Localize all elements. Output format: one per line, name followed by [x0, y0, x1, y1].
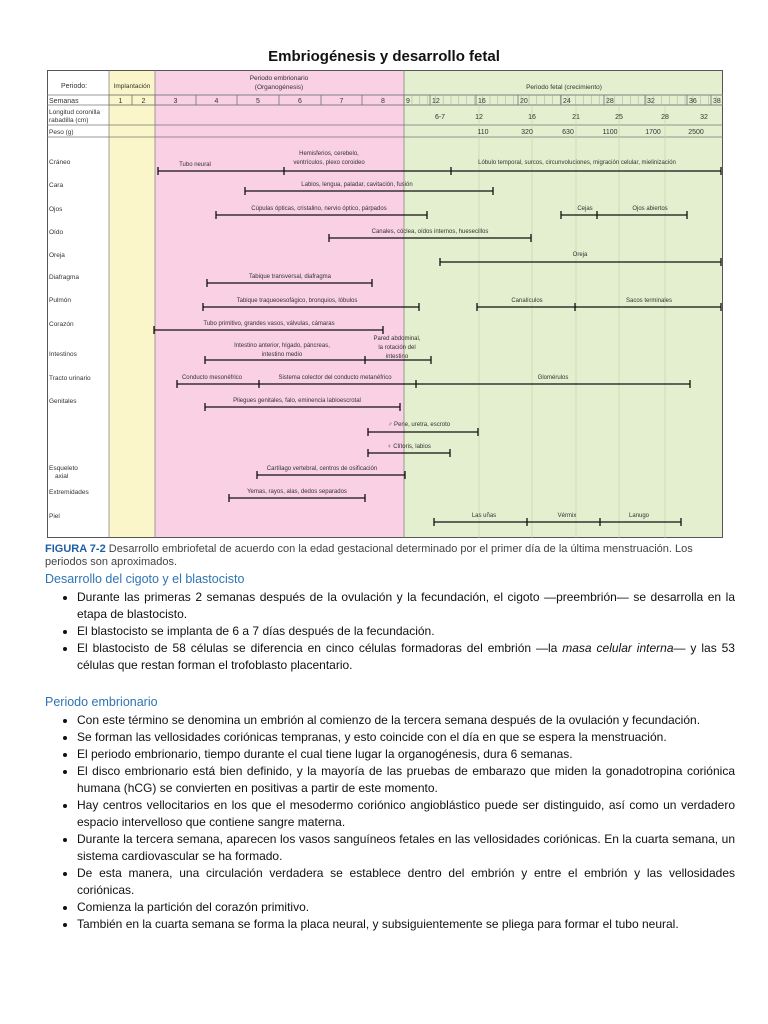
- embryonic-sublabel: (Organogénesis): [254, 84, 304, 91]
- weight-value: 1700: [645, 129, 661, 136]
- bar-text-lobulo-temporal: Lóbulo temporal, surcos, circunvoluciones, migración celular, mielinización: [478, 160, 676, 166]
- bar-text-canales: Canales, cóclea, oídos internos, huesecillos: [371, 229, 489, 235]
- row-label-oreja: Oreja: [49, 252, 65, 259]
- row-label-cara: Cara: [49, 182, 64, 189]
- implantation-label: Implantación: [113, 83, 151, 90]
- list-item: • Comienza la partición del corazón primitivo.: [77, 899, 735, 916]
- row-label-tracto: Tracto urinario: [49, 375, 91, 382]
- weight-value: 1100: [602, 129, 618, 136]
- bar-text-vermix: Vérmix: [557, 513, 577, 519]
- section-cigoto: [45, 572, 735, 674]
- list-item: • Durante la tercera semana, aparecen los vasos sanguíneos fetales en las vellosidades coriónicas. En la cuarta semana, un sistema cardiovascular se ha formado.: [77, 831, 735, 865]
- list-item: • Durante las primeras 2 semanas después de la ovulación y la fecundación, el cigoto —preembrión— se desarrolla en la etapa de blastocisto.: [77, 589, 735, 623]
- length-value: 12: [475, 114, 483, 121]
- row-label-pulmon: Pulmón: [49, 297, 72, 304]
- bar-text-pliegues: Pliegues genitales, falo, eminencia labioescrotal: [233, 398, 361, 404]
- figure-caption: [45, 543, 735, 569]
- section-heading-embrionario: Periodo embrionario: [45, 695, 158, 709]
- length-label: Longitud coronilla: [49, 109, 100, 116]
- row-label-ojos: Ojos: [49, 206, 63, 213]
- bar-text-cejas: Cejas: [577, 206, 593, 212]
- weight-label: Peso (g): [49, 129, 74, 136]
- list-item: • Con este término se denomina un embrión al comienzo de la tercera semana después de la ovulación y fecundación.: [77, 712, 735, 729]
- bar-text-tubo-primitivo: Tubo primitivo, grandes vasos, válvulas, cámaras: [203, 321, 335, 327]
- bar-text-tabique-traqueo: Tabique traqueoesofágico, bronquios, lóbulos: [236, 298, 358, 304]
- row-label-oido: Oído: [49, 229, 64, 236]
- week-label: 32: [647, 98, 655, 105]
- bar-text-canaliculos: Canalículos: [511, 298, 543, 304]
- weight-value: 2500: [688, 129, 704, 136]
- development-chart: [47, 70, 723, 538]
- row-label-craneo: Cráneo: [49, 159, 71, 166]
- list-item: • De esta manera, una circulación verdadera se establece dentro del embrión y entre el embrión y las vellosidades coriónicas.: [77, 865, 735, 899]
- bar-text-cupulas: Cúpulas ópticas, cristalino, nervio óptico, párpados: [251, 206, 387, 212]
- bar-text-tabique-transversal: Tabique transversal, diafragma: [248, 274, 332, 280]
- fetal-label: Periodo fetal (crecimiento): [526, 84, 602, 91]
- row-label-extremidades: Extremidades: [49, 489, 89, 496]
- figure-caption-text: Desarrollo embriofetal de acuerdo con la edad gestacional determinado por el primer día de la última menstruación. Los periodos son aproximados.: [45, 543, 693, 568]
- length-value: 21: [572, 114, 580, 121]
- week-label: 28: [606, 98, 614, 105]
- week-label: 20: [520, 98, 528, 105]
- week-label: 36: [689, 98, 697, 105]
- embryonic-label: Periodo embrionario: [249, 75, 309, 82]
- bar-text-yemas: Yemas, rayos, alas, dedos separados: [247, 489, 347, 495]
- bar-text-labios: Labios, lengua, paladar, cavitación, fusión: [301, 182, 413, 188]
- week-label: 2: [141, 98, 146, 105]
- implantation-band: [109, 70, 155, 538]
- list-item: • Hay centros vellocitarios en los que el mesodermo coriónico angioblástico puede ser distinguido, así como un verdadero espacio intervelloso que contiene sangre materna.: [77, 797, 735, 831]
- week-label: 5: [256, 98, 260, 105]
- section-heading-cigoto: Desarrollo del cigoto y el blastocisto: [45, 572, 245, 586]
- bar-text-pene: ♂ Pene, uretra, escroto: [387, 422, 451, 428]
- list-item: • Se forman las vellosidades coriónicas tempranas, y esto coincide con el día en que se espera la menstruación.: [77, 729, 735, 746]
- row-label-diafragma: Diafragma: [49, 274, 79, 281]
- week-label: 24: [563, 98, 571, 105]
- length-value: 28: [661, 114, 669, 121]
- bar-text-hemisferios: Hemisferios, cerebelo,: [299, 151, 359, 157]
- week-label: 4: [214, 98, 219, 105]
- length-value: 25: [615, 114, 623, 121]
- bar-text-sistema-colector: Sistema colector del conducto metanéfrico: [278, 375, 392, 381]
- bar-text-mesonefrico: Conducto mesonéfrico: [181, 375, 243, 381]
- week-label: 1: [118, 98, 123, 105]
- list-item: • El blastocisto se implanta de 6 a 7 días después de la fecundación.: [77, 623, 735, 640]
- page-title: Embriogénesis y desarrollo fetal: [268, 48, 500, 65]
- bar-text-intestino-medio: intestino medio: [261, 352, 303, 358]
- list-item: • El periodo embrionario, tiempo durante el cual tiene lugar la organogénesis, dura 6 semanas.: [77, 746, 735, 763]
- week-label: 7: [339, 98, 344, 105]
- list-item: • El disco embrionario está bien definido, y la mayoría de las pruebas de embarazo que miden la gonadotropina coriónica humana (hCG) se convierten en positivas a partir de este momento.: [77, 763, 735, 797]
- row-label-corazon: Corazón: [49, 321, 74, 328]
- section-embrionario: [45, 695, 735, 933]
- bar-text-rotacion: la rotación del: [378, 345, 416, 351]
- row-label-esqueleto: Esqueleto: [49, 465, 78, 472]
- row-label-genitales: Genitales: [49, 398, 77, 405]
- bar-text-tubo-neural: Tubo neural: [179, 162, 211, 168]
- row-label-esqueleto-2: axial: [55, 473, 69, 480]
- bar-text-ojos-abiertos: Ojos abiertos: [632, 206, 668, 212]
- length-value: 32: [700, 114, 708, 121]
- bar-text-sacos: Sacos terminales: [625, 298, 673, 304]
- bar-text-clitoris: ♀ Clítoris, labios: [387, 444, 431, 450]
- row-label-piel: Piel: [49, 513, 60, 520]
- bar-text-glomerulos: Glomérulos: [537, 375, 569, 381]
- weight-value: 320: [521, 129, 533, 136]
- week-label: 38: [713, 98, 721, 105]
- bar-text-unas: Las uñas: [471, 513, 497, 519]
- bar-text-lanugo: Lanugo: [628, 513, 650, 519]
- weeks-label: Semanas: [49, 98, 79, 105]
- bar-text-cartilago: Cartílago vertebral, centros de osificación: [266, 466, 378, 472]
- row-label-intestinos: Intestinos: [49, 351, 77, 358]
- list-item: • También en la cuarta semana se forma la placa neural, y subsiguientemente se pliega para formar el tubo neural.: [77, 916, 735, 933]
- list-item: • El blastocisto de 58 células se diferencia en cinco células formadoras del embrión —la masa celular interna— y las 53 células que restan forman el trofoblasto placentario.: [77, 640, 735, 674]
- bar-text-ventriculos: ventrículos, plexo coroideo: [293, 160, 365, 166]
- length-value: 6-7: [434, 114, 446, 121]
- weight-value: 110: [477, 129, 489, 136]
- week-label: 12: [432, 98, 440, 105]
- bar-text-oreja: Oreja: [572, 252, 588, 258]
- bar-text-intestino-anterior: Intestino anterior, hígado, páncreas,: [234, 343, 330, 349]
- period-label: Periodo:: [61, 83, 88, 90]
- length-sublabel: rabadilla (cm): [49, 117, 89, 124]
- bar-text-pared-abdominal: Pared abdominal,: [373, 336, 421, 342]
- bar-text-intestino: intestino: [385, 354, 409, 360]
- week-label: 6: [298, 98, 302, 105]
- week-label: 16: [478, 98, 486, 105]
- figure-number: FIGURA 7-2: [45, 543, 106, 555]
- fetal-band: [404, 70, 723, 538]
- week-label: 3: [173, 98, 178, 105]
- length-value: 16: [528, 114, 536, 121]
- weight-value: 630: [562, 129, 574, 136]
- week-label: 8: [381, 98, 385, 105]
- week-label: 9: [406, 98, 410, 105]
